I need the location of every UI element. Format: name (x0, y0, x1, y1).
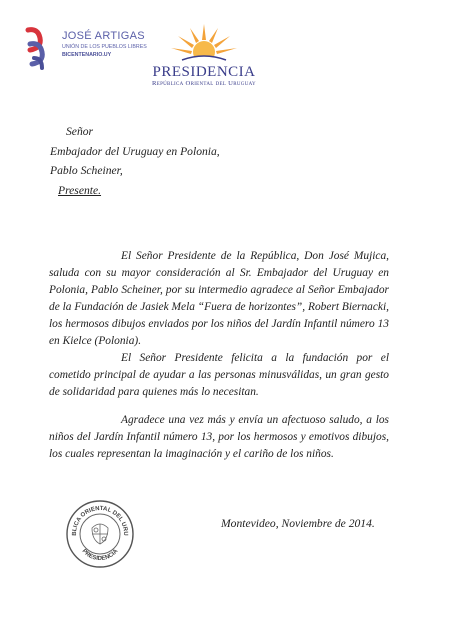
addressee-block (50, 122, 220, 200)
presidencia-title: PRESIDENCIA (152, 64, 256, 80)
artigas-emblem-icon (20, 26, 58, 74)
presente-line: Presente. (58, 183, 102, 197)
seal-text-bottom: PRESIDENCIA (80, 548, 120, 563)
body-paragraph-3: Agradece una vez más y envía un afectuoso saludo, a los niños del Jardín Infantil número 13, por los hermosos y emotivos dibujos, los cuales representan la imaginación y el cariño de los niños. (49, 414, 389, 461)
addressee-title: Embajador del Uruguay en Polonia, (50, 144, 220, 158)
artigas-bicentenario-logo (20, 26, 160, 74)
presidencia-subtitle: República Oriental del Uruguay (152, 80, 256, 87)
artigas-title: JOSÉ ARTIGAS (62, 30, 145, 42)
body-paragraph-1: El Señor Presidente de la República, Don José Mujica, saluda con su mayor consideración al Sr. Embajador del Uruguay en Polonia, Pablo Scheiner, por su intermedio agradece al Señor Embajador de la Fundación de Jasiek Mela “Fuera de horizontes”, Robert Biernacki, los hermosos dibujos enviados por los niños del Jardín Infantil número 13 en Kielce (Polonia). (49, 250, 389, 348)
addressee-name: Pablo Scheiner, (50, 164, 123, 177)
seal-text-top: BLICA ORIENTAL DEL URU (71, 505, 129, 536)
presidencia-logo (140, 22, 270, 92)
artigas-site: BICENTENARIO.UY (62, 52, 112, 58)
salutation: Señor (66, 125, 94, 138)
body-paragraph-2: El Señor Presidente felicita a la fundación por el cometido principal de ayudar a las personas minusválidas, un gran gesto de solidaridad para quienes más lo necesitan. (49, 352, 389, 399)
place-date: Montevideo, Noviembre de 2014. (221, 517, 375, 530)
svg-text:REPÚBLICA ORIENTAL DEL URUGUAY (64, 498, 128, 536)
seal-stamp-icon (64, 498, 136, 570)
official-seal (64, 498, 136, 575)
artigas-subtitle: UNIÓN DE LOS PUEBLOS LIBRES (62, 44, 147, 50)
sun-of-may-icon (168, 22, 240, 64)
svg-text:PRESIDENCIA (81, 548, 120, 562)
